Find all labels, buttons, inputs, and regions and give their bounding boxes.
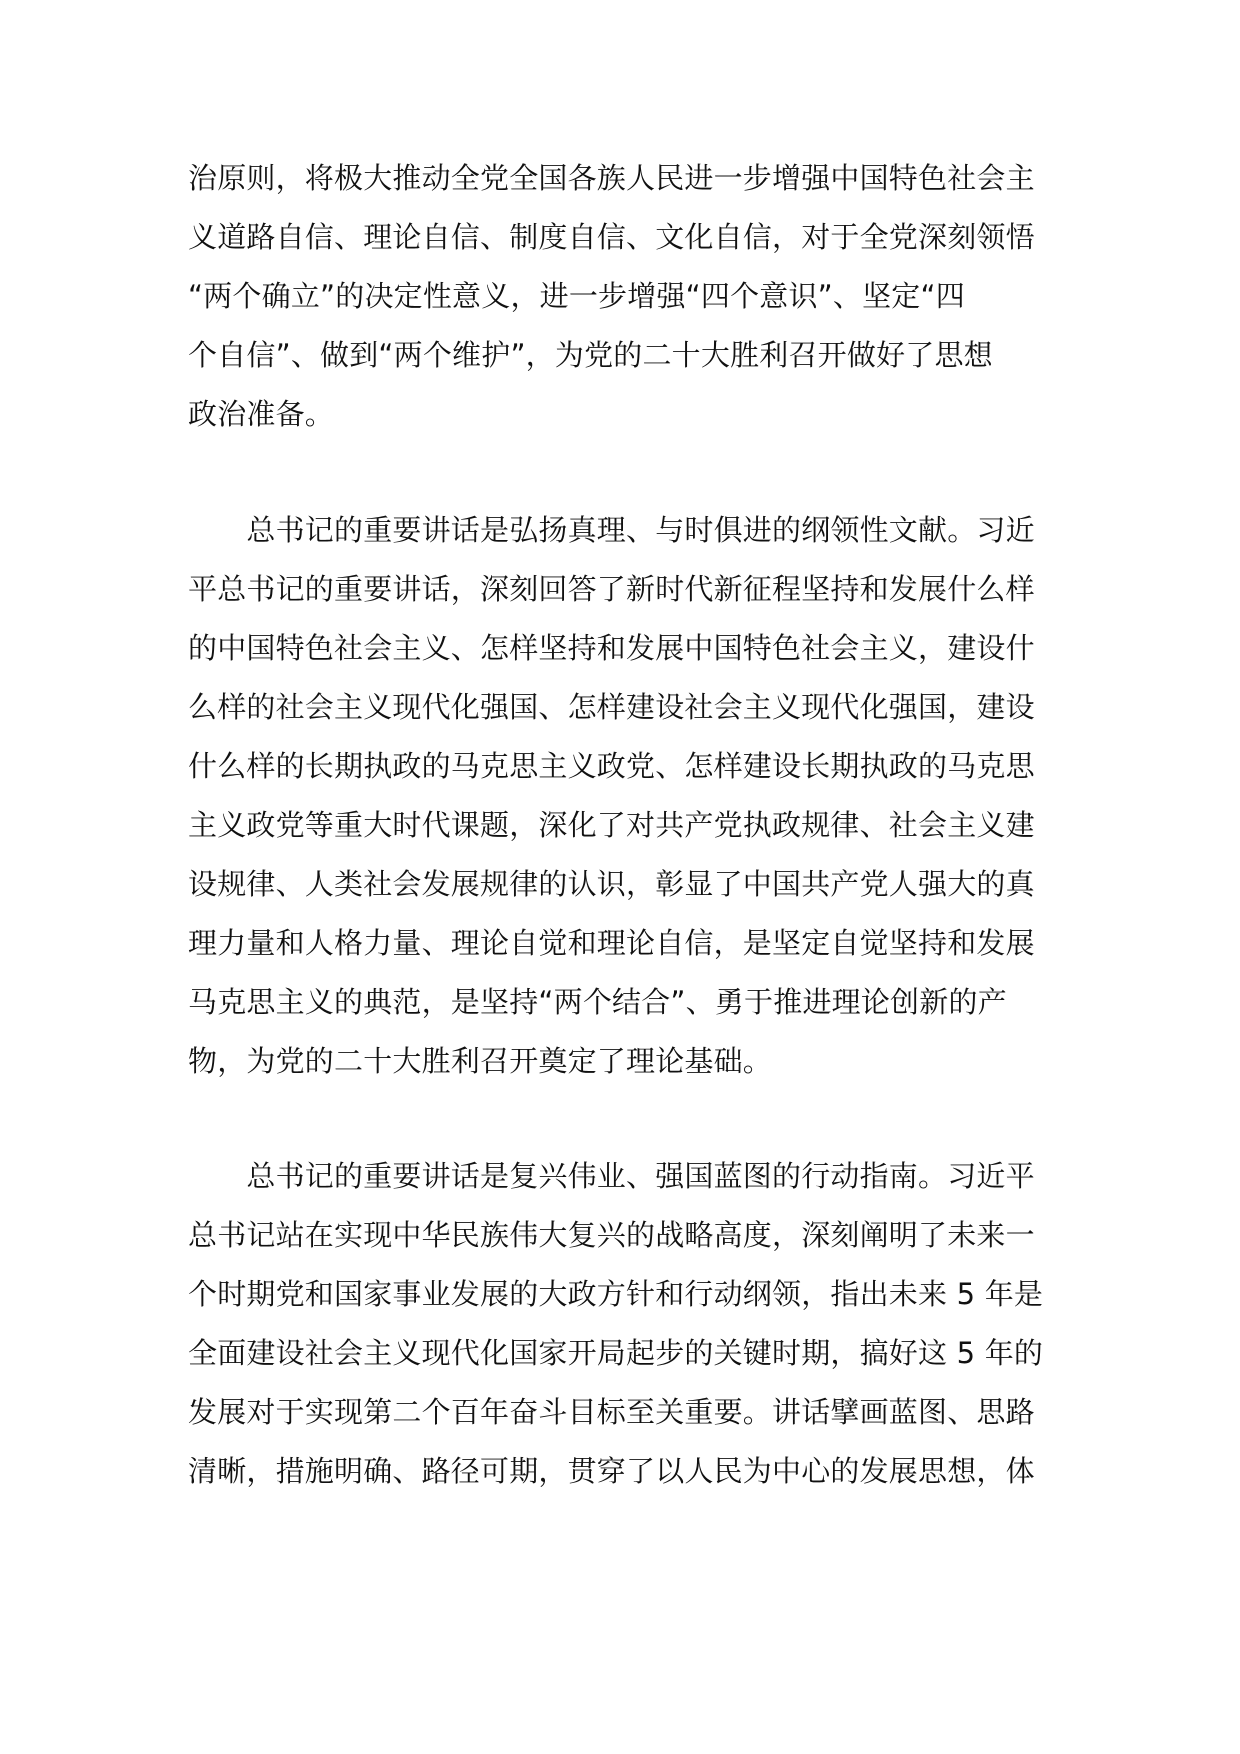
text-line: 的中国特色社会主义、怎样坚持和发展中国特色社会主义，建设什 (188, 631, 1035, 665)
text-line: 马克思主义的典范，是坚持“两个结合”、勇于推进理论创新的产 (188, 985, 1007, 1019)
text-line: “两个确立”的决定性意义，进一步增强“四个意识”、坚定“四 (188, 279, 965, 313)
text-line: 清晰，措施明确、路径可期，贯穿了以人民为中心的发展思想，体 (188, 1454, 1035, 1488)
text-line: 物，为党的二十大胜利召开奠定了理论基础。 (188, 1044, 773, 1078)
text-line: 发展对于实现第二个百年奋斗目标至关重要。讲话擘画蓝图、思路 (188, 1395, 1035, 1429)
text-line: 理力量和人格力量、理论自觉和理论自信，是坚定自觉坚持和发展 (188, 926, 1035, 960)
text-line: 么样的社会主义现代化强国、怎样建设社会主义现代化强国，建设 (188, 690, 1035, 724)
text-line: 治原则，将极大推动全党全国各族人民进一步增强中国特色社会主 (188, 161, 1035, 195)
text-line: 总书记的重要讲话是弘扬真理、与时俱进的纲领性文献。习近 (188, 513, 1035, 547)
text-line: 总书记站在实现中华民族伟大复兴的战略高度，深刻阐明了未来一 (188, 1218, 1035, 1252)
text-line: 个自信”、做到“两个维护”，为党的二十大胜利召开做好了思想 (188, 338, 993, 372)
text-line: 平总书记的重要讲话，深刻回答了新时代新征程坚持和发展什么样 (188, 572, 1035, 606)
text-line: 什么样的长期执政的马克思主义政党、怎样建设长期执政的马克思 (188, 749, 1035, 783)
text-line: 设规律、人类社会发展规律的认识，彰显了中国共产党人强大的真 (188, 867, 1035, 901)
text-line: 个时期党和国家事业发展的大政方针和行动纲领，指出未来 5 年是 (188, 1277, 1044, 1311)
text-line: 主义政党等重大时代课题，深化了对共产党执政规律、社会主义建 (188, 808, 1035, 842)
text-line: 总书记的重要讲话是复兴伟业、强国蓝图的行动指南。习近平 (188, 1159, 1035, 1193)
text-line: 全面建设社会主义现代化国家开局起步的关键时期，搞好这 5 年的 (188, 1336, 1044, 1370)
text-line: 义道路自信、理论自信、制度自信、文化自信，对于全党深刻领悟 (188, 220, 1035, 254)
text-line: 政治准备。 (188, 397, 335, 431)
